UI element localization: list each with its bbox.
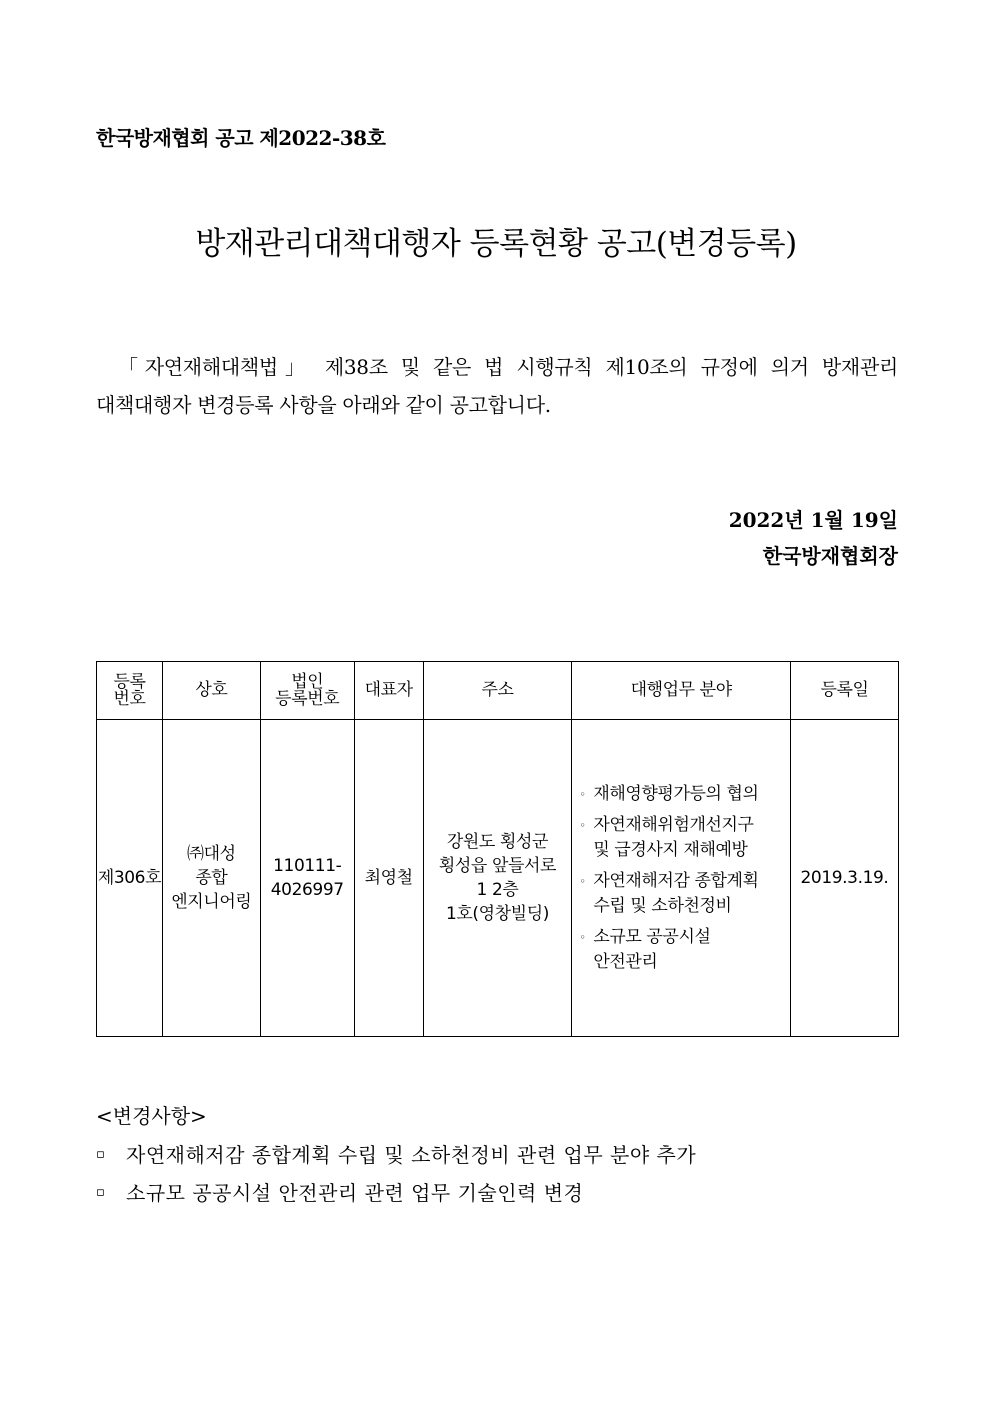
square-bullet-icon: ▫ <box>96 1185 106 1200</box>
company-line2: 종합 <box>195 868 228 888</box>
cell-reg-date: 2019.3.19. <box>790 720 898 1037</box>
header-corp-no <box>260 662 354 720</box>
scope-line: 수립 및 소하천정비 <box>593 895 732 916</box>
notice-body-line-1: 「자연재해대책법」 제38조 및 같은 법 시행규칙 제10조의 규정에 의거 방재관리 <box>118 355 898 379</box>
corp-no-line2: 4026997 <box>270 880 344 900</box>
scope-item <box>579 869 790 919</box>
cell-address <box>423 720 572 1037</box>
address-line4: 1호(영창빌딩) <box>445 904 549 924</box>
scope-bullet-icon: ◦ <box>579 787 586 801</box>
notice-number: 한국방재협회 공고 제2022-38호 <box>96 126 386 150</box>
header-address: 주소 <box>423 662 572 720</box>
address-line1: 강원도 횡성군 <box>446 832 549 852</box>
corp-no-line1: 110111- <box>273 856 342 876</box>
scope-item <box>579 782 790 807</box>
table-row <box>97 720 899 1037</box>
scope-line: 안전관리 <box>593 951 658 972</box>
header-company: 상호 <box>162 662 260 720</box>
issuer-name: 한국방재협회장 <box>762 544 898 568</box>
scope-line: 및 급경사지 재해예방 <box>593 839 748 860</box>
cell-scope <box>572 720 791 1037</box>
scope-line: 자연재해저감 종합계획 <box>593 870 759 891</box>
changes-list <box>96 1136 696 1212</box>
cell-reg-no: 제306호 <box>97 720 163 1037</box>
header-reg-no-line2: 번호 <box>113 688 146 709</box>
table-header-row <box>97 662 899 720</box>
registration-table <box>96 661 899 1037</box>
scope-text <box>593 925 710 975</box>
document-title: 방재관리대책대행자 등록현황 공고(변경등록) <box>195 226 797 262</box>
square-bullet-icon: ▫ <box>96 1147 106 1162</box>
scope-bullet-icon: ◦ <box>579 874 586 888</box>
header-scope: 대행업무 분야 <box>572 662 791 720</box>
notice-body <box>96 348 898 424</box>
scope-line: 자연재해위험개선지구 <box>593 814 754 835</box>
cell-representative: 최영철 <box>354 720 423 1037</box>
header-reg-no <box>97 662 163 720</box>
header-reg-no-line1: 등록 <box>113 671 146 692</box>
scope-bullet-icon: ◦ <box>579 930 586 944</box>
scope-item <box>579 813 790 863</box>
change-text: 자연재해저감 종합계획 수립 및 소하천정비 관련 업무 분야 추가 <box>126 1143 697 1167</box>
scope-bullet-icon: ◦ <box>579 818 586 832</box>
scope-text <box>593 813 753 863</box>
scope-line: 소규모 공공시설 <box>593 926 711 947</box>
address-line3: 1 2층 <box>476 880 519 900</box>
cell-corp-no <box>260 720 354 1037</box>
changes-heading: <변경사항> <box>96 1104 207 1128</box>
change-text: 소규모 공공시설 안전관리 관련 업무 기술인력 변경 <box>126 1181 584 1205</box>
address-line2: 횡성읍 앞들서로 <box>438 856 557 876</box>
issue-date: 2022년 1월 19일 <box>728 508 898 532</box>
list-item <box>96 1174 696 1212</box>
header-corp-no-line1: 법인 <box>291 671 324 692</box>
scope-text <box>593 869 758 919</box>
company-line3: 엔지니어링 <box>171 892 252 912</box>
header-corp-no-line2: 등록번호 <box>275 688 340 709</box>
cell-company <box>162 720 260 1037</box>
scope-item <box>579 925 790 975</box>
company-line1: ㈜대성 <box>187 844 236 864</box>
header-reg-date: 등록일 <box>790 662 898 720</box>
notice-body-line-2: 대책대행자 변경등록 사항을 아래와 같이 공고합니다. <box>96 393 551 417</box>
list-item <box>96 1136 696 1174</box>
scope-line: 재해영향평가등의 협의 <box>593 783 759 804</box>
scope-text <box>593 782 758 807</box>
header-representative: 대표자 <box>354 662 423 720</box>
